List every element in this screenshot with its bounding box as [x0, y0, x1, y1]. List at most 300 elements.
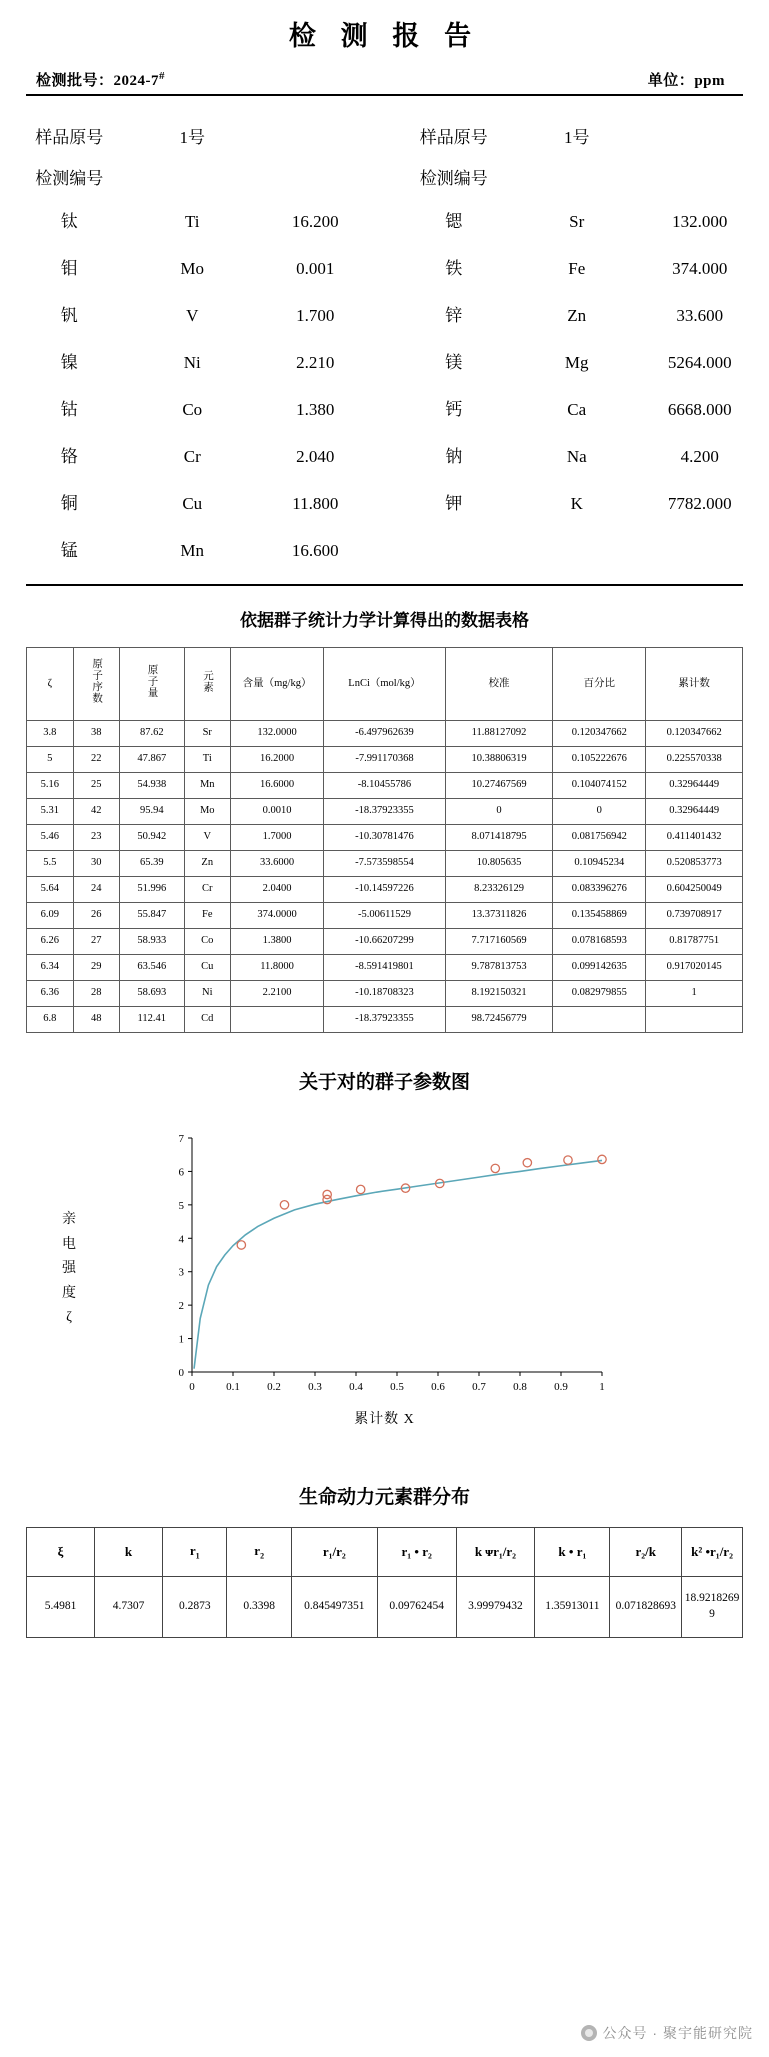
cell-lnci: -10.18708323: [324, 981, 446, 1007]
x-tick-label: 0.3: [308, 1381, 322, 1393]
th-calibration: [445, 648, 552, 721]
data-point: [237, 1241, 245, 1249]
th-lnci: [324, 648, 446, 721]
y-tick-label: 1: [178, 1333, 184, 1346]
cell-element: Mn: [184, 773, 231, 799]
cell-calibration: 11.88127092: [445, 721, 552, 747]
cell-calibration: 13.37311826: [445, 903, 552, 929]
cell-zeta: 5.31: [27, 799, 74, 825]
data-point: [356, 1185, 364, 1193]
bottom-th-sub: 1: [195, 1551, 200, 1561]
cell-content: 0.0010: [231, 799, 324, 825]
element-cell-right: [385, 386, 769, 433]
bottom-th-main: r: [254, 1543, 261, 1559]
x-tick-label: 0.8: [513, 1381, 527, 1393]
cell-zeta: 6.36: [27, 981, 74, 1007]
bottom-th-sub: 2: [260, 1551, 265, 1561]
qunzi-data-table: [26, 647, 743, 1033]
bottom-th: k² •r₁/r₂: [682, 1528, 743, 1577]
element-name: 钠: [445, 447, 463, 466]
cell-lnci: -8.10455786: [324, 773, 446, 799]
y-axis-label-char: ζ: [66, 1310, 72, 1325]
x-tick-label: 0.5: [390, 1381, 404, 1393]
element-symbol: Cr: [183, 447, 201, 466]
element-name: 锰: [60, 541, 78, 560]
element-name: 锶: [445, 212, 463, 231]
element-value: 11.800: [292, 494, 339, 513]
data-table-wrapper: [0, 647, 769, 1033]
element-symbol: Ti: [184, 212, 200, 231]
table-row: [27, 747, 743, 773]
element-cell-right: [385, 245, 769, 292]
table-row: [27, 825, 743, 851]
th-zeta: [27, 648, 74, 721]
cell-zeta: 6.8: [27, 1007, 74, 1033]
elements-divider: [26, 584, 743, 586]
cell-atomic-mass: 51.996: [120, 877, 184, 903]
sample-origin-value-left: 1号: [179, 127, 205, 147]
chart-plot-area: [150, 1124, 620, 1414]
batch-number: [36, 69, 165, 90]
page-title: 检 测 报 告: [288, 21, 481, 51]
bottom-th: [227, 1528, 291, 1577]
data-table-header-row: [27, 648, 743, 721]
chart-y-axis-label: [58, 1208, 80, 1331]
table-row: [27, 903, 743, 929]
bottom-table-body: [27, 1577, 743, 1638]
watermark: [581, 2023, 753, 2043]
cell-percent: 0.104074152: [553, 773, 646, 799]
cell-calibration: 7.717160569: [445, 929, 552, 955]
element-symbol: Cu: [182, 494, 203, 513]
element-row: [0, 433, 769, 480]
x-tick-label: 0.2: [267, 1381, 281, 1393]
element-symbol: V: [186, 306, 199, 325]
cell-lnci: -5.00611529: [324, 903, 446, 929]
data-table-title: 依据群子统计力学计算得出的数据表格: [240, 611, 529, 630]
data-point: [564, 1156, 572, 1164]
cell-zeta: 5.64: [27, 877, 74, 903]
cell-cumulative: 0.81787751: [646, 929, 743, 955]
cell-lnci: -8.591419801: [324, 955, 446, 981]
y-axis-label-char: 度: [62, 1285, 76, 1301]
cell-atomic-mass: 65.39: [120, 851, 184, 877]
y-axis-label-char: 电: [62, 1236, 76, 1252]
cell-atomic-number: 42: [73, 799, 120, 825]
element-row: [0, 386, 769, 433]
sample-origin-label-right: 样品原号: [419, 127, 488, 147]
cell-atomic-mass: 54.938: [120, 773, 184, 799]
cell-content: 132.0000: [231, 721, 324, 747]
cell-atomic-mass: 47.867: [120, 747, 184, 773]
cell-atomic-mass: 55.847: [120, 903, 184, 929]
cell-content: 2.0400: [231, 877, 324, 903]
cell-element: Zn: [184, 851, 231, 877]
qunzi-chart: [0, 1112, 769, 1448]
cell-cumulative: 0.120347662: [646, 721, 743, 747]
th-element-text: 元素: [202, 669, 214, 693]
bottom-th: r₁ • r₂: [377, 1528, 456, 1577]
y-tick-label: 5: [178, 1199, 184, 1212]
chart-title: 关于对的群子参数图: [298, 1072, 470, 1093]
bottom-th: [163, 1528, 227, 1577]
bottom-cell: 0.071828693: [610, 1577, 682, 1638]
x-tick-label: 0.4: [349, 1381, 363, 1393]
element-name: 钛: [60, 212, 78, 231]
sample-origin-value-right: 1号: [563, 127, 590, 147]
cell-element: Co: [184, 929, 231, 955]
element-name: 钼: [60, 259, 78, 278]
x-tick-label: 0.1: [226, 1381, 240, 1393]
life-element-distribution-table: [26, 1527, 743, 1638]
sample-origin-label-left: 样品原号: [35, 127, 104, 147]
element-name: 铬: [60, 447, 78, 466]
cell-element: Ti: [184, 747, 231, 773]
th-percent-text: 百分比: [583, 677, 615, 689]
cell-content: 1.7000: [231, 825, 324, 851]
element-value: 33.600: [676, 306, 724, 325]
cell-atomic-number: 28: [73, 981, 120, 1007]
cell-calibration: 98.72456779: [445, 1007, 552, 1033]
cell-calibration: 8.192150321: [445, 981, 552, 1007]
cell-calibration: 9.787813753: [445, 955, 552, 981]
cell-zeta: 3.8: [27, 721, 74, 747]
watermark-text: 公众号 · 聚宇能研究院: [602, 2025, 753, 2041]
bottom-table-head: [27, 1528, 743, 1577]
element-cell-left: [0, 198, 385, 245]
cell-element: Ni: [184, 981, 231, 1007]
cell-atomic-number: 48: [73, 1007, 120, 1033]
element-symbol: K: [570, 494, 583, 513]
bottom-cell: 0.3398: [227, 1577, 291, 1638]
y-axis-label-char: 亲: [62, 1212, 76, 1227]
cell-cumulative: [646, 1007, 743, 1033]
cell-lnci: -7.991170368: [324, 747, 446, 773]
cell-atomic-number: 29: [73, 955, 120, 981]
bottom-th-main: r: [189, 1543, 196, 1559]
cell-percent: 0.082979855: [553, 981, 646, 1007]
cell-calibration: 8.23326129: [445, 877, 552, 903]
cell-content: 16.6000: [231, 773, 324, 799]
data-table-body: [27, 721, 743, 1033]
fit-curve: [194, 1160, 602, 1368]
cell-atomic-mass: 63.546: [120, 955, 184, 981]
cell-zeta: 6.26: [27, 929, 74, 955]
cell-lnci: -7.573598554: [324, 851, 446, 877]
sample-code-label-left: 检测编号: [35, 168, 104, 188]
element-results-block: [0, 96, 769, 584]
cell-cumulative: 0.917020145: [646, 955, 743, 981]
bottom-cell: 0.2873: [163, 1577, 227, 1638]
cell-atomic-mass: 112.41: [120, 1007, 184, 1033]
cell-element: Sr: [184, 721, 231, 747]
th-atomic-number-text: 原子序数: [91, 658, 103, 705]
bottom-th: k • r₁: [535, 1528, 610, 1577]
bottom-cell: 0.845497351: [291, 1577, 377, 1638]
bottom-th: ξ: [27, 1528, 95, 1577]
element-name: 镁: [445, 353, 463, 372]
table-row: [27, 773, 743, 799]
element-symbol: Mn: [180, 541, 205, 560]
element-symbol: Na: [566, 447, 587, 466]
data-point: [598, 1155, 606, 1163]
element-name: 钙: [445, 400, 463, 419]
sample-origin-left: [0, 116, 385, 158]
cell-atomic-number: 22: [73, 747, 120, 773]
element-cell-left: [0, 339, 385, 386]
cell-zeta: 5.46: [27, 825, 74, 851]
cell-atomic-number: 38: [73, 721, 120, 747]
x-tick-label: 0: [189, 1381, 195, 1393]
cell-zeta: 5: [27, 747, 74, 773]
element-value: 132.000: [672, 212, 728, 231]
x-tick-label: 1: [599, 1381, 605, 1393]
element-value: 2.210: [296, 353, 335, 372]
element-cell-right: [385, 292, 769, 339]
th-atomic-mass-text: 原子量: [146, 664, 158, 699]
cell-content: 2.2100: [231, 981, 324, 1007]
bottom-cell: 4.7307: [95, 1577, 163, 1638]
element-symbol: Mg: [564, 353, 589, 372]
cell-content: 1.3800: [231, 929, 324, 955]
cell-calibration: 10.27467569: [445, 773, 552, 799]
th-content-text: 含量（mg/kg）: [242, 677, 312, 689]
bottom-cell: 3.99979432: [456, 1577, 535, 1638]
th-lnci-text: LnCi（mol/kg）: [348, 677, 421, 689]
cell-percent: 0.135458869: [553, 903, 646, 929]
sample-origin-right: [385, 116, 769, 158]
cell-percent: 0.083396276: [553, 877, 646, 903]
th-cumulative: [646, 648, 743, 721]
x-tick-label: 0.6: [431, 1381, 445, 1393]
table-row: [27, 981, 743, 1007]
cell-percent: 0.078168593: [553, 929, 646, 955]
element-cell-right: [385, 433, 769, 480]
sample-code-right: [385, 158, 769, 198]
batch-label: 检测批号：: [36, 73, 114, 89]
cell-element: Cd: [184, 1007, 231, 1033]
element-row: [0, 527, 769, 574]
report-meta-row: [0, 53, 769, 94]
element-row: [0, 292, 769, 339]
cell-zeta: 5.16: [27, 773, 74, 799]
element-row: [0, 339, 769, 386]
element-value: 1.380: [296, 400, 335, 419]
element-cell-left: [0, 480, 385, 527]
cell-content: [231, 1007, 324, 1033]
element-rows-container: [0, 198, 769, 574]
bottom-cell: 5.4981: [27, 1577, 95, 1638]
cell-cumulative: 0.411401432: [646, 825, 743, 851]
x-tick-label: 0.9: [554, 1381, 568, 1393]
sample-code-left: [0, 158, 385, 198]
data-point: [323, 1190, 331, 1198]
table-row: [27, 1007, 743, 1033]
cell-lnci: -10.66207299: [324, 929, 446, 955]
cell-percent: 0.10945234: [553, 851, 646, 877]
batch-hash-sup: #: [159, 70, 166, 82]
cell-calibration: 8.071418795: [445, 825, 552, 851]
bottom-th: r₂/k: [610, 1528, 682, 1577]
th-cumulative-text: 累计数: [678, 677, 710, 689]
unit-label: 单位：: [647, 73, 695, 89]
cell-atomic-number: 23: [73, 825, 120, 851]
cell-percent: [553, 1007, 646, 1033]
element-name: 铁: [445, 259, 463, 278]
data-point: [523, 1159, 531, 1167]
element-value: 16.600: [291, 541, 339, 560]
element-value: 374.000: [672, 259, 728, 278]
element-cell-right: [385, 339, 769, 386]
cell-atomic-mass: 50.942: [120, 825, 184, 851]
element-cell-left: [0, 527, 385, 574]
cell-cumulative: 0.739708917: [646, 903, 743, 929]
cell-element: Cr: [184, 877, 231, 903]
th-content: [231, 648, 324, 721]
element-cell-left: [0, 433, 385, 480]
element-symbol: Sr: [569, 212, 585, 231]
cell-content: 374.0000: [231, 903, 324, 929]
bottom-cell: 1.35913011: [535, 1577, 610, 1638]
cell-calibration: 10.805635: [445, 851, 552, 877]
cell-element: V: [184, 825, 231, 851]
element-name: 钾: [445, 494, 463, 513]
element-symbol: Ni: [183, 353, 201, 372]
sample-code-row: [0, 158, 769, 198]
element-row: [0, 198, 769, 245]
cell-element: Mo: [184, 799, 231, 825]
bottom-table-header-row: [27, 1528, 743, 1577]
element-value: 7782.000: [667, 494, 732, 513]
y-tick-label: 6: [178, 1166, 184, 1179]
bottom-table-title: 生命动力元素群分布: [298, 1487, 470, 1508]
cell-percent: 0.120347662: [553, 721, 646, 747]
th-zeta-text: ζ: [47, 677, 52, 689]
data-table-head: [27, 648, 743, 721]
cell-calibration: 10.38806319: [445, 747, 552, 773]
cell-zeta: 6.09: [27, 903, 74, 929]
batch-value: 2024-7: [113, 73, 160, 89]
y-axis-label-char: 强: [62, 1261, 76, 1276]
element-value: 1.700: [296, 306, 335, 325]
cell-lnci: -18.37923355: [324, 799, 446, 825]
element-cell-left: [0, 386, 385, 433]
element-symbol: Zn: [567, 306, 587, 325]
cell-atomic-number: 27: [73, 929, 120, 955]
cell-cumulative: 1: [646, 981, 743, 1007]
element-symbol: Co: [182, 400, 203, 419]
element-name: 锌: [445, 306, 463, 325]
element-cell-right: [385, 198, 769, 245]
cell-lnci: -6.497962639: [324, 721, 446, 747]
element-cell-left: [0, 245, 385, 292]
cell-lnci: -10.30781476: [324, 825, 446, 851]
table-row: [27, 929, 743, 955]
element-name: 钒: [60, 306, 78, 325]
table-row: [27, 721, 743, 747]
cell-content: 33.6000: [231, 851, 324, 877]
bottom-th: k ᴪr₁/r₂: [456, 1528, 535, 1577]
y-tick-label: 3: [178, 1266, 184, 1279]
element-value: 6668.000: [667, 400, 732, 419]
y-tick-label: 2: [178, 1300, 184, 1313]
y-tick-label: 4: [178, 1233, 184, 1246]
cell-zeta: 6.34: [27, 955, 74, 981]
element-symbol: Mo: [180, 259, 205, 278]
cell-element: Cu: [184, 955, 231, 981]
cell-cumulative: 0.32964449: [646, 773, 743, 799]
table-row: [27, 851, 743, 877]
unit-info: [648, 69, 725, 90]
cell-atomic-number: 26: [73, 903, 120, 929]
cell-cumulative: 0.604250049: [646, 877, 743, 903]
cell-atomic-mass: 87.62: [120, 721, 184, 747]
cell-atomic-number: 24: [73, 877, 120, 903]
table-row: [27, 1577, 743, 1638]
th-atomic-mass: [120, 648, 184, 721]
watermark-logo-icon: [581, 2025, 597, 2041]
table-row: [27, 877, 743, 903]
element-symbol: Ca: [567, 400, 587, 419]
element-cell-right: [385, 527, 769, 574]
x-tick-label: 0.7: [472, 1381, 486, 1393]
cell-cumulative: 0.32964449: [646, 799, 743, 825]
th-element: [184, 648, 231, 721]
cell-percent: 0.081756942: [553, 825, 646, 851]
element-value: 0.001: [296, 259, 335, 278]
table-row: [27, 955, 743, 981]
cell-atomic-mass: 95.94: [120, 799, 184, 825]
cell-calibration: 0: [445, 799, 552, 825]
data-point: [491, 1164, 499, 1172]
bottom-th: k: [95, 1528, 163, 1577]
cell-percent: 0: [553, 799, 646, 825]
sample-code-label-right: 检测编号: [419, 168, 488, 188]
element-row: [0, 245, 769, 292]
cell-atomic-number: 30: [73, 851, 120, 877]
data-point: [280, 1201, 288, 1209]
element-cell-left: [0, 292, 385, 339]
bottom-cell: 18.92182699: [682, 1577, 743, 1638]
cell-atomic-mass: 58.693: [120, 981, 184, 1007]
element-name: 钴: [60, 400, 78, 419]
cell-atomic-number: 25: [73, 773, 120, 799]
element-symbol: Fe: [568, 259, 586, 278]
cell-cumulative: 0.520853773: [646, 851, 743, 877]
cell-lnci: -18.37923355: [324, 1007, 446, 1033]
cell-atomic-mass: 58.933: [120, 929, 184, 955]
element-name: 镍: [60, 353, 78, 372]
cell-percent: 0.099142635: [553, 955, 646, 981]
bottom-table-wrapper: [0, 1527, 769, 1638]
cell-percent: 0.105222676: [553, 747, 646, 773]
cell-content: 11.8000: [231, 955, 324, 981]
cell-cumulative: 0.225570338: [646, 747, 743, 773]
cell-zeta: 5.5: [27, 851, 74, 877]
cell-lnci: -10.14597226: [324, 877, 446, 903]
bottom-cell: 0.09762454: [377, 1577, 456, 1638]
cell-element: Fe: [184, 903, 231, 929]
unit-value: ppm: [694, 73, 725, 89]
element-cell-right: [385, 480, 769, 527]
element-name: 铜: [60, 494, 78, 513]
element-row: [0, 480, 769, 527]
sample-origin-row: [0, 110, 769, 158]
cell-content: 16.2000: [231, 747, 324, 773]
th-calibration-text: 校准: [488, 677, 510, 689]
chart-x-axis-label: 累计数 X: [354, 1412, 415, 1427]
table-row: [27, 799, 743, 825]
